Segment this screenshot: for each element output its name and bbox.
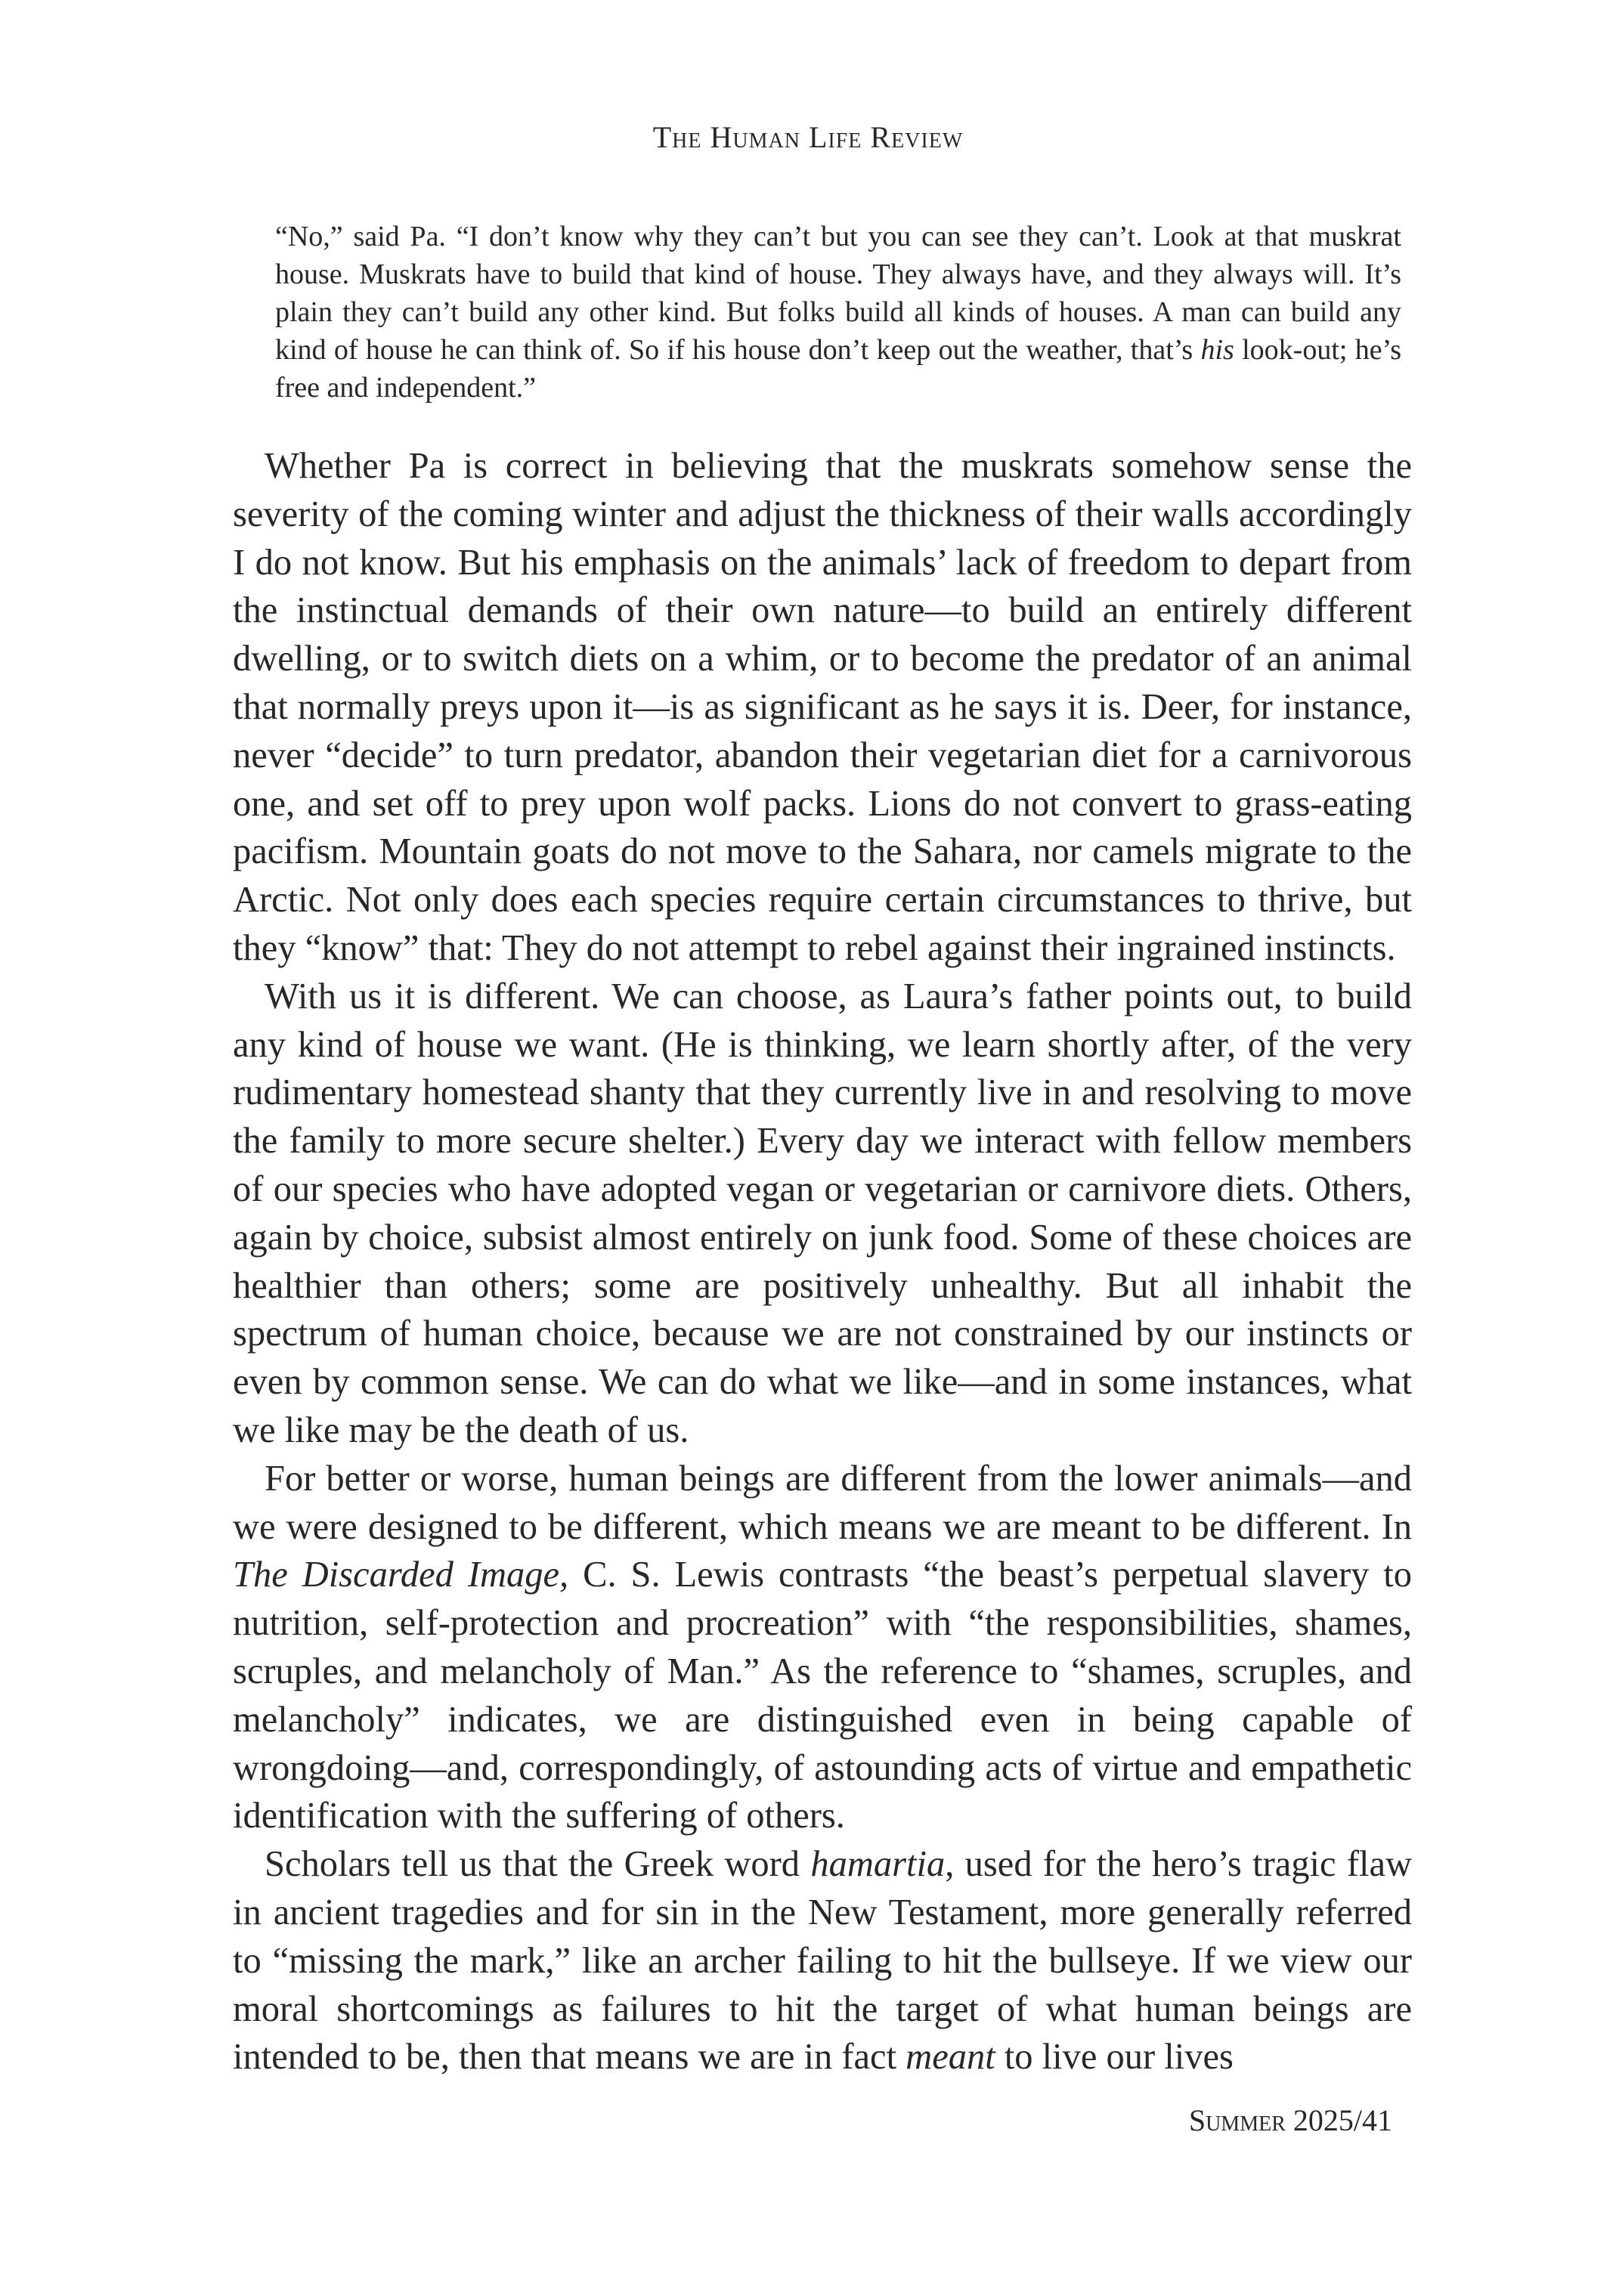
meant-italic: meant [906,2037,995,2078]
folio-season: Summer [1188,2103,1286,2137]
paragraph-4 [233,1840,1412,2081]
block-quote-text [275,218,1401,407]
paragraph-4-part-c: to live our lives [995,2037,1234,2078]
paragraph-3 [233,1455,1412,1840]
book-title-italic: The Discarded Image, [233,1555,569,1595]
paragraph-2: With us it is different. We can choose, as Laura’s father points out, to build any kind of house we want. (He is thinking, we learn shortly after, of the very rudimentary homestead shanty that they currently live in and resolving to move the family to more secure shelter.) Every day we interact with fellow members of our species who have adopted vegan or vegetarian or carnivore diets. Others, again by choice, subsist almost entirely on junk food. Some of these choices are healthier than others; some are positively unhealthy. But all inhabit the spectrum of human choice, because we are not constrained by our instincts or even by common sense. We can do what we like—and in some instances, what we like may be the death of us. [233,976,1412,1450]
block-quote-text-start: “No,” said Pa. “I don’t know why they can’t but you can see they can’t. Look at that muskrat house. Muskrats have to build that kind of house. They always have, and they always will. It’s plain they can’t build any other kind. But folks build all kinds of houses. A man can build any kind of house he can think of. So if his house don’t keep out the weather, that’s [275,221,1401,366]
block-quote-text-end: look-out; he’s free and independent.” [275,334,1401,404]
block-quote-italic: his [1200,334,1234,366]
hamartia-italic: hamartia [810,1844,946,1885]
paragraph-4-part-a: Scholars tell us that the Greek word [265,1844,811,1885]
block-quote [275,218,1401,407]
paragraph-3-part-b: C. S. Lewis contrasts “the beast’s perpetual slavery to nutrition, self-protection and procreation” with “the responsibilities, shames, scruples, and melancholy of Man.” As the reference to “shames, scruples, and melancholy” indicates, we are distinguished even in being capable of wrongdoing—and, correspondingly, of astounding acts of virtue and empathetic identification with the suffering of others. [233,1555,1412,1836]
body-text [233,442,1412,2081]
paragraph-1: Whether Pa is correct in believing that the muskrats somehow sense the severity of the coming winter and adjust the thickness of their walls accordingly I do not know. But his emphasis on the animals’ lack of freedom to depart from the instinctual demands of their own nature—to build an entirely different dwelling, or to switch diets on a whim, or to become the predator of an animal that normally preys upon it—is as significant as he says it is. Deer, for instance, never “decide” to turn predator, abandon their vegetarian diet for a carnivorous one, and set off to prey upon wolf packs. Lions do not convert to grass-eating pacifism. Mountain goats do not move to the Sahara, nor camels migrate to the Arctic. Not only does each species require certain circumstances to thrive, but they “know” that: They do not attempt to rebel against their ingrained instincts. [233,446,1412,968]
paragraph-4-part-b: , used for the hero’s tragic flaw in ancient tragedies and for sin in the New Testament, more generally referred to “missing the mark,” like an archer failing to hit the bullseye. If we view our moral shortcomings as failures to hit the target of what human beings are intended to be, then that means we are in fact [233,1844,1412,2078]
paragraph-3-part-a: For better or worse, human beings are different from the lower animals—and we were designed to be different, which means we are meant to be different. In [233,1458,1412,1547]
running-head: The Human Life Review [652,120,964,154]
folio-year-page: 2025/41 [1285,2103,1392,2137]
page-footer-folio [1189,2103,1392,2138]
